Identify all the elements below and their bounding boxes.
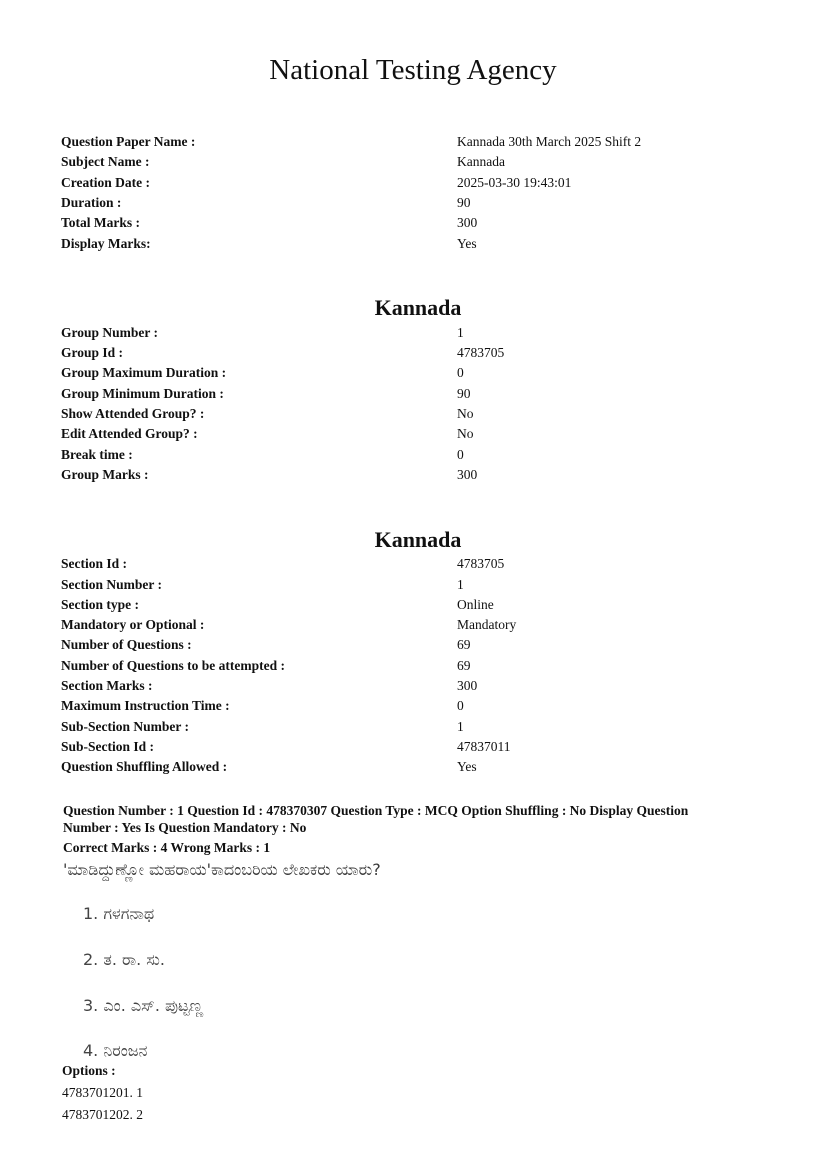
- info-label: Break time :: [61, 447, 133, 462]
- info-row: [61, 343, 761, 363]
- info-label: Mandatory or Optional :: [61, 617, 205, 632]
- options-label: Options :: [62, 1063, 116, 1078]
- info-label: Edit Attended Group? :: [61, 426, 198, 441]
- info-row: [61, 152, 761, 172]
- info-label: Group Marks :: [61, 467, 149, 482]
- info-value: 69: [457, 658, 471, 673]
- info-value: No: [457, 426, 474, 441]
- question-info-line: Number : Yes Is Question Mandatory : No: [63, 820, 307, 835]
- info-label: Total Marks :: [61, 215, 141, 230]
- info-row: [61, 384, 761, 404]
- info-label: Question Shuffling Allowed :: [61, 759, 228, 774]
- info-label: Creation Date :: [61, 175, 150, 190]
- info-row: [61, 404, 761, 424]
- info-label: Group Number :: [61, 325, 159, 340]
- info-row: [61, 173, 761, 193]
- info-label: Question Paper Name :: [61, 134, 196, 149]
- info-row: [61, 445, 761, 465]
- info-row: [61, 193, 761, 213]
- info-value: 0: [457, 447, 464, 462]
- info-row: [61, 465, 761, 485]
- info-row: [61, 234, 761, 254]
- info-row: [61, 424, 761, 444]
- info-value: 300: [457, 215, 478, 230]
- info-row: [61, 737, 761, 757]
- question-choice: 3. ಎಂ. ಎಸ್. ಪುಟ್ಟಣ್ಣ: [83, 996, 204, 1015]
- info-row: [61, 323, 761, 343]
- info-label: Group Maximum Duration :: [61, 365, 227, 380]
- info-label: Number of Questions to be attempted :: [61, 658, 285, 673]
- info-label: Group Minimum Duration :: [61, 386, 224, 401]
- info-row: [61, 656, 761, 676]
- info-label: Section Marks :: [61, 678, 153, 693]
- info-value: Kannada 30th March 2025 Shift 2: [457, 134, 642, 149]
- info-row: [61, 717, 761, 737]
- info-value: Online: [457, 597, 494, 612]
- info-row: [61, 595, 761, 615]
- info-value: 0: [457, 365, 464, 380]
- question-info-line: Question Number : 1 Question Id : 478370307 Question Type : MCQ Option Shuffling : No Display Question: [63, 803, 689, 818]
- info-value: Yes: [457, 759, 477, 774]
- info-label: Section Id :: [61, 556, 128, 571]
- question-marks: Correct Marks : 4 Wrong Marks : 1: [63, 840, 271, 855]
- info-value: Kannada: [457, 154, 505, 169]
- info-row: [61, 575, 761, 595]
- info-value: Yes: [457, 236, 477, 251]
- info-label: Number of Questions :: [61, 637, 192, 652]
- section-heading: Kannada: [374, 527, 462, 552]
- info-label: Section Number :: [61, 577, 162, 592]
- info-value: 1: [457, 719, 464, 734]
- info-value: 90: [457, 386, 471, 401]
- info-row: [61, 554, 761, 574]
- info-row: [61, 676, 761, 696]
- info-row: [61, 213, 761, 233]
- info-value: 300: [457, 678, 478, 693]
- info-row: [61, 132, 761, 152]
- info-row: [61, 696, 761, 716]
- question-choice: 1. ಗಳಗನಾಥ: [83, 904, 155, 923]
- info-value: 0: [457, 698, 464, 713]
- question-choice: 4. ನಿರಂಜನ: [83, 1041, 148, 1060]
- info-row: [61, 635, 761, 655]
- info-value: 1: [457, 577, 464, 592]
- info-value: Mandatory: [457, 617, 517, 632]
- info-label: Sub-Section Id :: [61, 739, 155, 754]
- option-id: 4783701201. 1: [62, 1085, 143, 1100]
- question-text: 'ಮಾಡಿದ್ದುಣ್ಣೋ ಮಹರಾಯ'ಕಾದಂಬರಿಯ ಲೇಖಕರು ಯಾರು?: [63, 860, 381, 879]
- info-row: [61, 757, 761, 777]
- question-choice: 2. ತ. ರಾ. ಸು.: [83, 950, 165, 969]
- info-label: Show Attended Group? :: [61, 406, 205, 421]
- info-label: Section type :: [61, 597, 139, 612]
- info-row: [61, 615, 761, 635]
- info-label: Group Id :: [61, 345, 124, 360]
- info-value: 4783705: [457, 345, 505, 360]
- info-label: Duration :: [61, 195, 122, 210]
- info-value: 47837011: [457, 739, 511, 754]
- info-value: 2025-03-30 19:43:01: [457, 175, 572, 190]
- group-heading: Kannada: [374, 295, 462, 320]
- info-row: [61, 363, 761, 383]
- info-value: 4783705: [457, 556, 505, 571]
- info-label: Display Marks:: [61, 236, 151, 251]
- info-value: 69: [457, 637, 471, 652]
- info-value: 300: [457, 467, 478, 482]
- info-value: No: [457, 406, 474, 421]
- info-label: Sub-Section Number :: [61, 719, 190, 734]
- option-id: 4783701202. 2: [62, 1107, 143, 1122]
- info-label: Subject Name :: [61, 154, 150, 169]
- info-value: 90: [457, 195, 471, 210]
- info-label: Maximum Instruction Time :: [61, 698, 230, 713]
- page-title: National Testing Agency: [269, 54, 557, 86]
- info-value: 1: [457, 325, 464, 340]
